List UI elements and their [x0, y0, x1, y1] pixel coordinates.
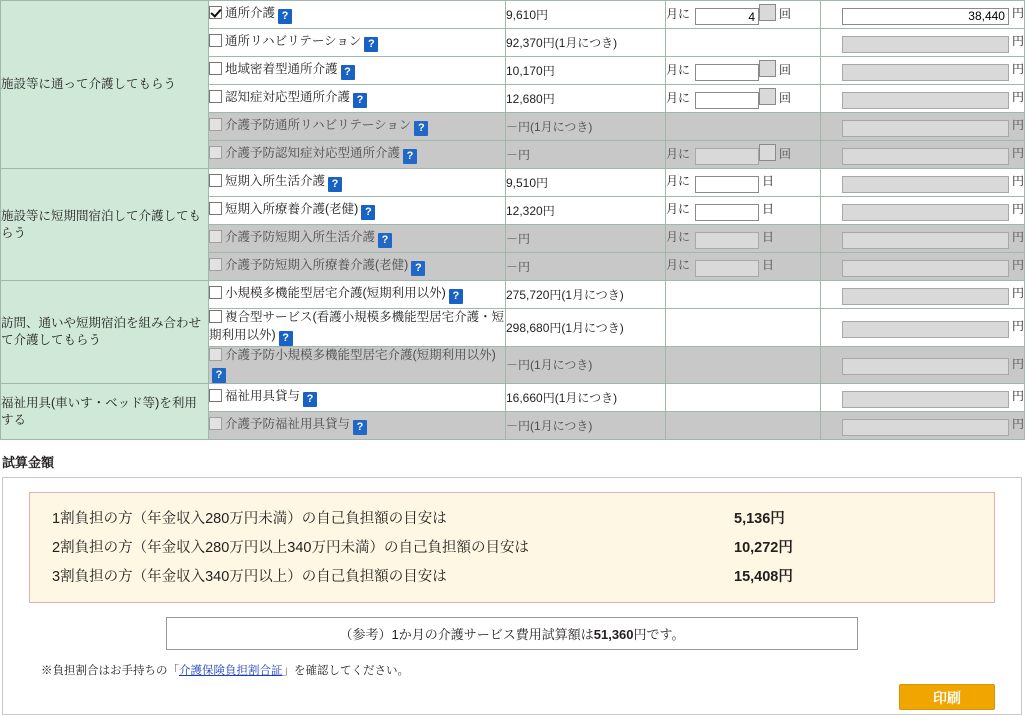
count-prefix-label: 月に [666, 6, 691, 21]
service-label: 通所介護 [225, 6, 276, 20]
service-amount-cell [821, 113, 1025, 141]
print-button[interactable]: 印刷 [899, 684, 995, 710]
service-checkbox[interactable] [209, 202, 222, 215]
service-checkbox [209, 417, 222, 430]
service-name-cell [209, 253, 506, 281]
burden-row [52, 561, 980, 590]
result-panel [2, 477, 1022, 715]
count-suffix-label: 日 [762, 202, 775, 217]
help-icon[interactable]: ? [353, 93, 367, 108]
service-label: 介護予防福祉用具貸与 [225, 417, 351, 431]
service-count-input[interactable] [695, 64, 759, 81]
service-name-cell [209, 85, 506, 113]
table-row [1, 384, 1025, 412]
service-count-cell [666, 412, 821, 440]
service-count-cell [666, 29, 821, 57]
service-count-cell [666, 346, 821, 384]
count-suffix-label: 日 [762, 230, 775, 245]
service-amount-cell [821, 141, 1025, 169]
reference-suffix: 円です。 [633, 627, 685, 642]
service-unit-price: 298,680円(1月につき) [506, 309, 666, 347]
help-icon[interactable]: ? [212, 368, 226, 383]
amount-suffix-label: 円 [1011, 389, 1024, 404]
service-count-cell [666, 141, 821, 169]
service-unit-price: －円 [506, 253, 666, 281]
count-suffix-label: 回 [779, 62, 792, 77]
service-label: 介護予防小規模多機能型居宅介護(短期利用以外) [225, 347, 496, 362]
service-count-input [695, 232, 759, 249]
service-checkbox[interactable] [209, 62, 222, 75]
note-prefix: ※負担割合はお手持ちの「 [41, 665, 179, 677]
count-suffix-label: 回 [779, 90, 792, 105]
count-unit-icon [759, 4, 776, 21]
service-name-cell [209, 225, 506, 253]
service-amount-cell [821, 197, 1025, 225]
service-table-body [1, 1, 1025, 440]
amount-suffix-label: 円 [1011, 356, 1024, 371]
help-icon[interactable]: ? [278, 9, 292, 24]
help-icon[interactable]: ? [403, 149, 417, 164]
service-label: 介護予防短期入所療養介護(老健) [225, 258, 409, 272]
service-count-input[interactable] [695, 92, 759, 109]
note-suffix: 」を確認してください。 [282, 665, 409, 677]
service-label: 認知症対応型通所介護 [225, 90, 351, 104]
service-checkbox[interactable] [209, 34, 222, 47]
service-amount-input [842, 321, 1009, 338]
amount-suffix-label: 円 [1011, 174, 1024, 189]
service-count-cell [666, 1, 821, 29]
service-amount-input [842, 92, 1009, 109]
service-amount-cell [821, 1, 1025, 29]
burden-row [52, 532, 980, 561]
service-category-label: 施設等に短期間宿泊して介護してもらう [1, 169, 209, 281]
service-unit-price: －円(1月につき) [506, 113, 666, 141]
service-category-label: 施設等に通って介護してもらう [1, 1, 209, 169]
service-amount-input [842, 8, 1009, 25]
help-icon[interactable]: ? [411, 261, 425, 276]
service-unit-price: 12,680円 [506, 85, 666, 113]
service-label: 短期入所生活介護 [225, 174, 326, 188]
service-amount-cell [821, 346, 1025, 384]
amount-suffix-label: 円 [1011, 90, 1024, 105]
count-prefix-label: 月に [666, 202, 691, 217]
service-label: 介護予防通所リハビリテーション [225, 118, 412, 132]
help-icon[interactable]: ? [328, 177, 342, 192]
service-unit-price: －円 [506, 141, 666, 169]
service-unit-price: 92,370円(1月につき) [506, 29, 666, 57]
service-category-label: 福祉用具(車いす・ベッド等)を利用する [1, 384, 209, 440]
help-icon[interactable]: ? [279, 331, 293, 346]
service-amount-cell [821, 225, 1025, 253]
insurance-certificate-link[interactable]: 介護保険負担割合証 [179, 665, 283, 677]
service-count-cell [666, 197, 821, 225]
burden-row [52, 503, 980, 532]
reference-total-box [166, 617, 858, 650]
service-amount-input [842, 176, 1009, 193]
service-unit-price: 9,610円 [506, 1, 666, 29]
service-checkbox[interactable] [209, 174, 222, 187]
table-row [1, 169, 1025, 197]
service-unit-price: 275,720円(1月につき) [506, 281, 666, 309]
service-amount-cell [821, 412, 1025, 440]
service-count-input[interactable] [695, 176, 759, 193]
table-row [1, 1, 1025, 29]
burden-label: 2割負担の方（年金収入280万円以上340万円未満）の自己負担額の目安は [52, 540, 529, 556]
service-checkbox [209, 146, 222, 159]
amount-suffix-label: 円 [1011, 258, 1024, 273]
burden-value: 5,136円 [734, 511, 785, 527]
service-label: 介護予防認知症対応型通所介護 [225, 146, 401, 160]
count-suffix-label: 日 [762, 174, 775, 189]
service-count-cell [666, 253, 821, 281]
service-name-cell [209, 29, 506, 57]
service-count-cell [666, 281, 821, 309]
burden-value: 10,272円 [734, 540, 793, 556]
service-label: 小規模多機能型居宅介護(短期利用以外) [225, 286, 446, 300]
service-checkbox[interactable] [209, 389, 222, 402]
count-unit-icon [759, 88, 776, 105]
help-icon[interactable]: ? [364, 37, 378, 52]
count-prefix-label: 月に [666, 62, 691, 77]
service-name-cell [209, 141, 506, 169]
service-unit-price: 10,170円 [506, 57, 666, 85]
service-count-input [695, 260, 759, 277]
help-icon[interactable]: ? [378, 233, 392, 248]
service-count-input[interactable] [695, 8, 759, 25]
service-checkbox[interactable] [209, 6, 222, 19]
help-icon[interactable]: ? [353, 420, 367, 435]
service-checkbox[interactable] [209, 310, 222, 323]
service-name-cell [209, 197, 506, 225]
service-label: 複合型サービス(看護小規模多機能型居宅介護・短期利用以外) [209, 310, 505, 342]
service-count-cell [666, 57, 821, 85]
amount-suffix-label: 円 [1011, 230, 1024, 245]
service-unit-price: －円(1月につき) [506, 346, 666, 384]
service-checkbox [209, 258, 222, 271]
service-amount-cell [821, 57, 1025, 85]
service-count-cell [666, 85, 821, 113]
service-name-cell [209, 113, 506, 141]
service-amount-cell [821, 29, 1025, 57]
service-count-cell [666, 113, 821, 141]
result-heading: 試算金額 [2, 455, 55, 470]
count-suffix-label: 回 [779, 6, 792, 21]
amount-suffix-label: 円 [1011, 146, 1024, 161]
service-amount-input [842, 288, 1009, 305]
count-suffix-label: 回 [779, 146, 792, 161]
service-count-input [695, 148, 759, 165]
service-amount-input [842, 391, 1009, 408]
button-area [15, 678, 1009, 704]
service-amount-input [842, 419, 1009, 436]
amount-suffix-label: 円 [1011, 34, 1024, 49]
service-unit-price: －円(1月につき) [506, 412, 666, 440]
service-name-cell [209, 384, 506, 412]
service-name-cell [209, 281, 506, 309]
reference-prefix: （参考）1か月の介護サービス費用試算額は [339, 627, 594, 642]
amount-suffix-label: 円 [1011, 118, 1024, 133]
amount-suffix-label: 円 [1011, 6, 1024, 21]
burden-label: 3割負担の方（年金収入340万円以上）の自己負担額の目安は [52, 569, 447, 585]
count-prefix-label: 月に [666, 90, 691, 105]
service-label: 通所リハビリテーション [225, 34, 362, 48]
help-icon[interactable]: ? [449, 289, 463, 304]
service-checkbox[interactable] [209, 90, 222, 103]
service-amount-input [842, 232, 1009, 249]
service-name-cell [209, 412, 506, 440]
service-amount-cell [821, 384, 1025, 412]
amount-suffix-label: 円 [1011, 286, 1024, 301]
service-amount-input [842, 358, 1009, 375]
service-name-cell [209, 309, 506, 347]
service-amount-input [842, 148, 1009, 165]
reference-amount: 51,360 [593, 627, 634, 642]
service-amount-input [842, 120, 1009, 137]
count-prefix-label: 月に [666, 258, 691, 273]
count-suffix-label: 日 [762, 258, 775, 273]
count-prefix-label: 月に [666, 146, 691, 161]
service-count-input[interactable] [695, 204, 759, 221]
service-checkbox[interactable] [209, 286, 222, 299]
amount-suffix-label: 円 [1011, 62, 1024, 77]
service-name-cell [209, 1, 506, 29]
amount-suffix-label: 円 [1011, 417, 1024, 432]
count-prefix-label: 月に [666, 174, 691, 189]
help-icon[interactable]: ? [341, 65, 355, 80]
service-amount-input [842, 204, 1009, 221]
service-checkbox [209, 118, 222, 131]
count-prefix-label: 月に [666, 230, 691, 245]
service-amount-cell [821, 309, 1025, 347]
service-unit-price: 12,320円 [506, 197, 666, 225]
service-label: 地域密着型通所介護 [225, 62, 338, 76]
service-label: 短期入所療養介護(老健) [225, 202, 359, 216]
help-icon[interactable]: ? [303, 392, 317, 407]
service-checkbox [209, 348, 222, 361]
service-count-cell [666, 225, 821, 253]
service-name-cell [209, 57, 506, 85]
service-amount-cell [821, 85, 1025, 113]
service-amount-input [842, 64, 1009, 81]
service-checkbox [209, 230, 222, 243]
service-unit-price: 9,510円 [506, 169, 666, 197]
service-category-label: 訪問、通いや短期宿泊を組み合わせて介護してもらう [1, 281, 209, 384]
service-amount-cell [821, 281, 1025, 309]
service-unit-price: －円 [506, 225, 666, 253]
burden-label: 1割負担の方（年金収入280万円未満）の自己負担額の目安は [52, 511, 447, 527]
count-unit-icon [759, 144, 776, 161]
service-name-cell [209, 346, 506, 384]
burden-estimate-box [29, 492, 995, 603]
service-count-cell [666, 309, 821, 347]
amount-suffix-label: 円 [1011, 319, 1024, 333]
service-label: 福祉用具貸与 [225, 389, 301, 403]
service-amount-cell [821, 253, 1025, 281]
service-amount-cell [821, 169, 1025, 197]
count-unit-icon [759, 60, 776, 77]
help-icon[interactable]: ? [361, 205, 375, 220]
help-icon[interactable]: ? [414, 121, 428, 136]
service-count-cell [666, 169, 821, 197]
service-amount-input [842, 36, 1009, 53]
service-name-cell [209, 169, 506, 197]
amount-suffix-label: 円 [1011, 202, 1024, 217]
burden-value: 15,408円 [734, 569, 793, 585]
table-row [1, 281, 1025, 309]
service-amount-input [842, 260, 1009, 277]
service-unit-price: 16,660円(1月につき) [506, 384, 666, 412]
service-label: 介護予防短期入所生活介護 [225, 230, 376, 244]
burden-ratio-note [41, 662, 1009, 678]
service-count-cell [666, 384, 821, 412]
